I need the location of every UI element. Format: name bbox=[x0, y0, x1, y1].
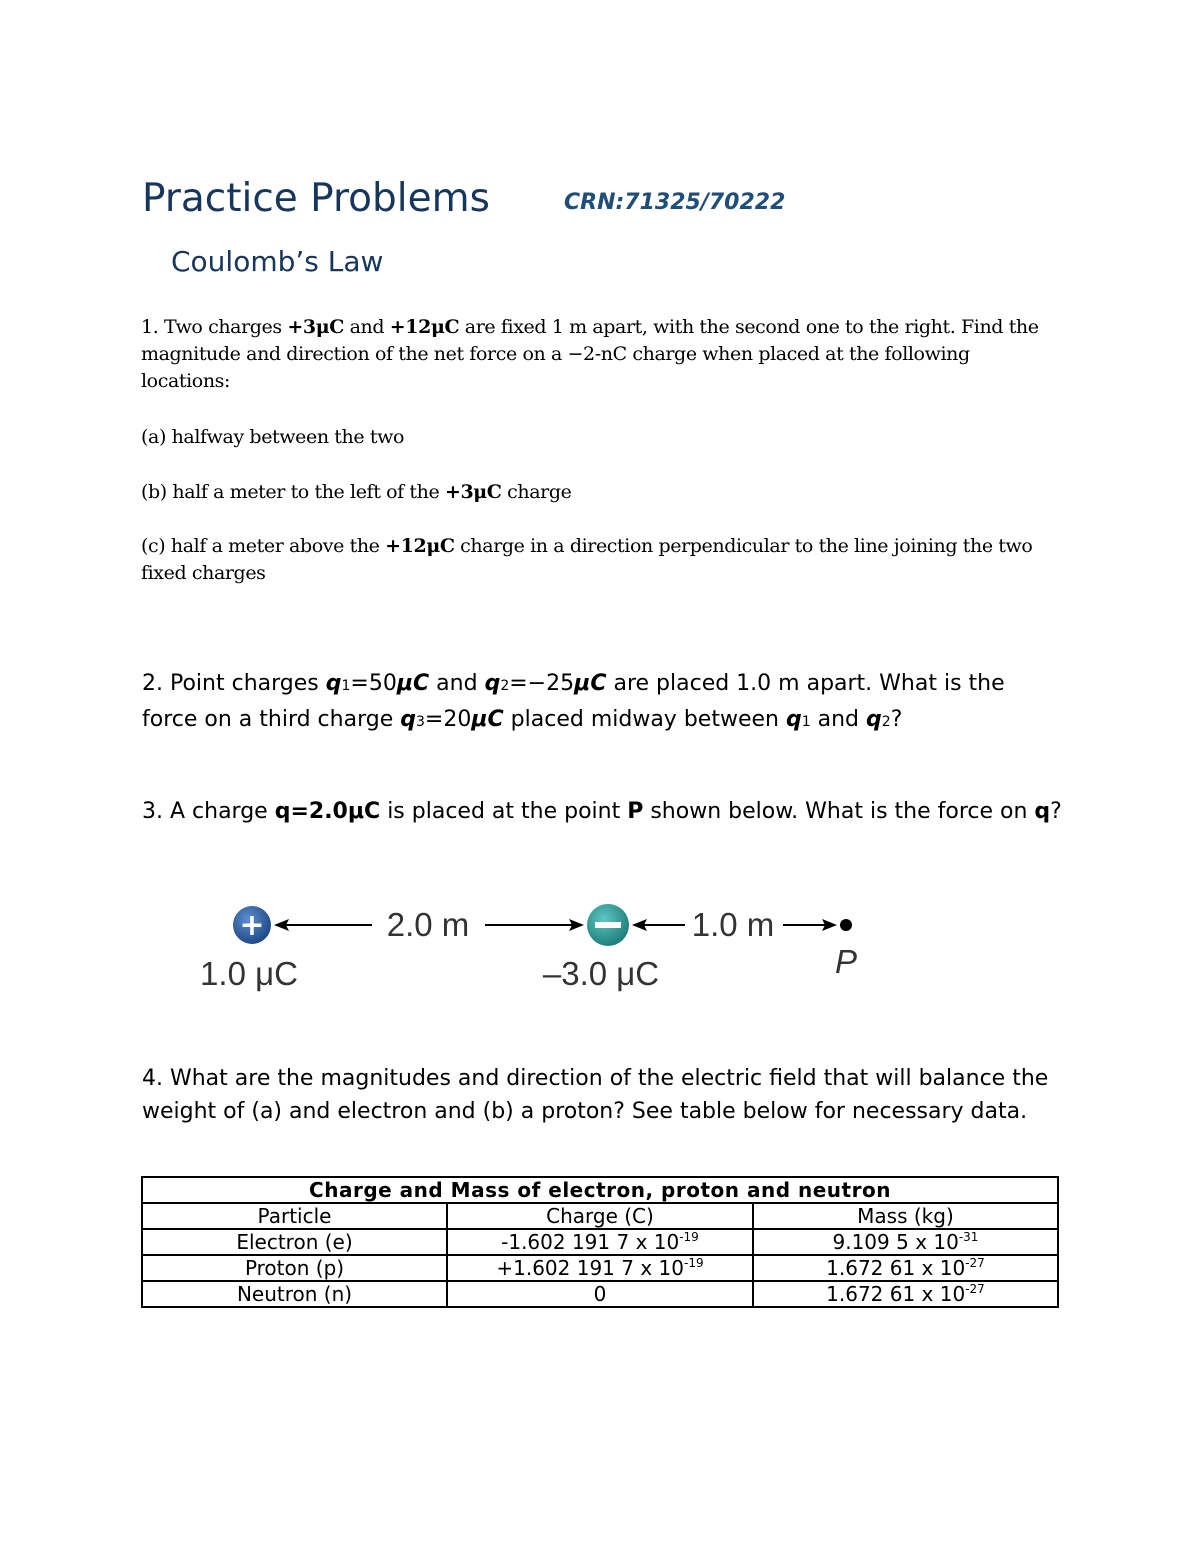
column-header: Particle bbox=[142, 1203, 447, 1229]
positive-sign: + bbox=[239, 908, 265, 943]
mass-cell: 9.109 5 x $10^{-31}$ bbox=[753, 1229, 1058, 1255]
table-caption: Charge and Mass of electron, proton and neutron bbox=[142, 1177, 1058, 1203]
section-subtitle: Coulomb’s Law bbox=[171, 245, 384, 278]
table-row bbox=[142, 1281, 1058, 1307]
charge-label-2: –3.0 μC bbox=[542, 955, 660, 992]
problem-3-text: 3. A charge q=2.0μC is placed at the point P shown below. What is the force on q? bbox=[142, 799, 1062, 824]
problem-1-text: 1. Two charges +3μC and +12μC are fixed 1 m apart, with the second one to the right. Find the magnitude and direction of the net force on a −2-nC charge when placed at the following locations: bbox=[141, 316, 1039, 392]
problem-1c: (c) half a meter above the +12μC charge in a direction perpendicular to the line joining the two fixed charges bbox=[141, 535, 1033, 584]
table-row bbox=[142, 1229, 1058, 1255]
crn-label: CRN:71325/70222 bbox=[564, 190, 786, 215]
charge-cell: -1.602 191 7 x $10^{-19}$ bbox=[447, 1229, 753, 1255]
page-title: Practice Problems bbox=[142, 176, 490, 221]
charge-label-1: 1.0 μC bbox=[200, 955, 298, 992]
column-header: Charge (C) bbox=[447, 1203, 753, 1229]
particle-data-table bbox=[141, 1176, 1059, 1308]
particle-cell: Electron (e) bbox=[142, 1229, 447, 1255]
charge-cell: 0 bbox=[447, 1281, 753, 1307]
mass-cell: 1.672 61 x $10^{-27}$ bbox=[753, 1281, 1058, 1307]
distance-label-2: 1.0 m bbox=[691, 906, 775, 943]
problem-2-text: 2. Point charges q1=50μC and q2=−25μC are placed 1.0 m apart. What is the force on a third charge q3=20μC placed midway between q1 and q2? bbox=[142, 671, 1005, 732]
mass-cell: 1.672 61 x $10^{-27}$ bbox=[753, 1255, 1058, 1281]
problem-4-text: 4. What are the magnitudes and direction of the electric field that will balance the weight of (a) and electron and (b) a proton? See table below for necessary data. bbox=[142, 1066, 1049, 1124]
table-caption-row bbox=[142, 1177, 1058, 1203]
charge-diagram bbox=[185, 893, 905, 1003]
distance-label-1: 2.0 m bbox=[386, 906, 470, 943]
point-p-label: P bbox=[834, 943, 858, 980]
particle-cell: Proton (p) bbox=[142, 1255, 447, 1281]
column-header: Mass (kg) bbox=[753, 1203, 1058, 1229]
table-row bbox=[142, 1255, 1058, 1281]
table-header-row bbox=[142, 1203, 1058, 1229]
point-p-dot bbox=[840, 919, 852, 931]
charge-cell: +1.602 191 7 x $10^{-19}$ bbox=[447, 1255, 753, 1281]
problem-1b: (b) half a meter to the left of the +3μC charge bbox=[141, 481, 572, 503]
problem-1a: (a) halfway between the two bbox=[141, 426, 404, 448]
particle-cell: Neutron (n) bbox=[142, 1281, 447, 1307]
